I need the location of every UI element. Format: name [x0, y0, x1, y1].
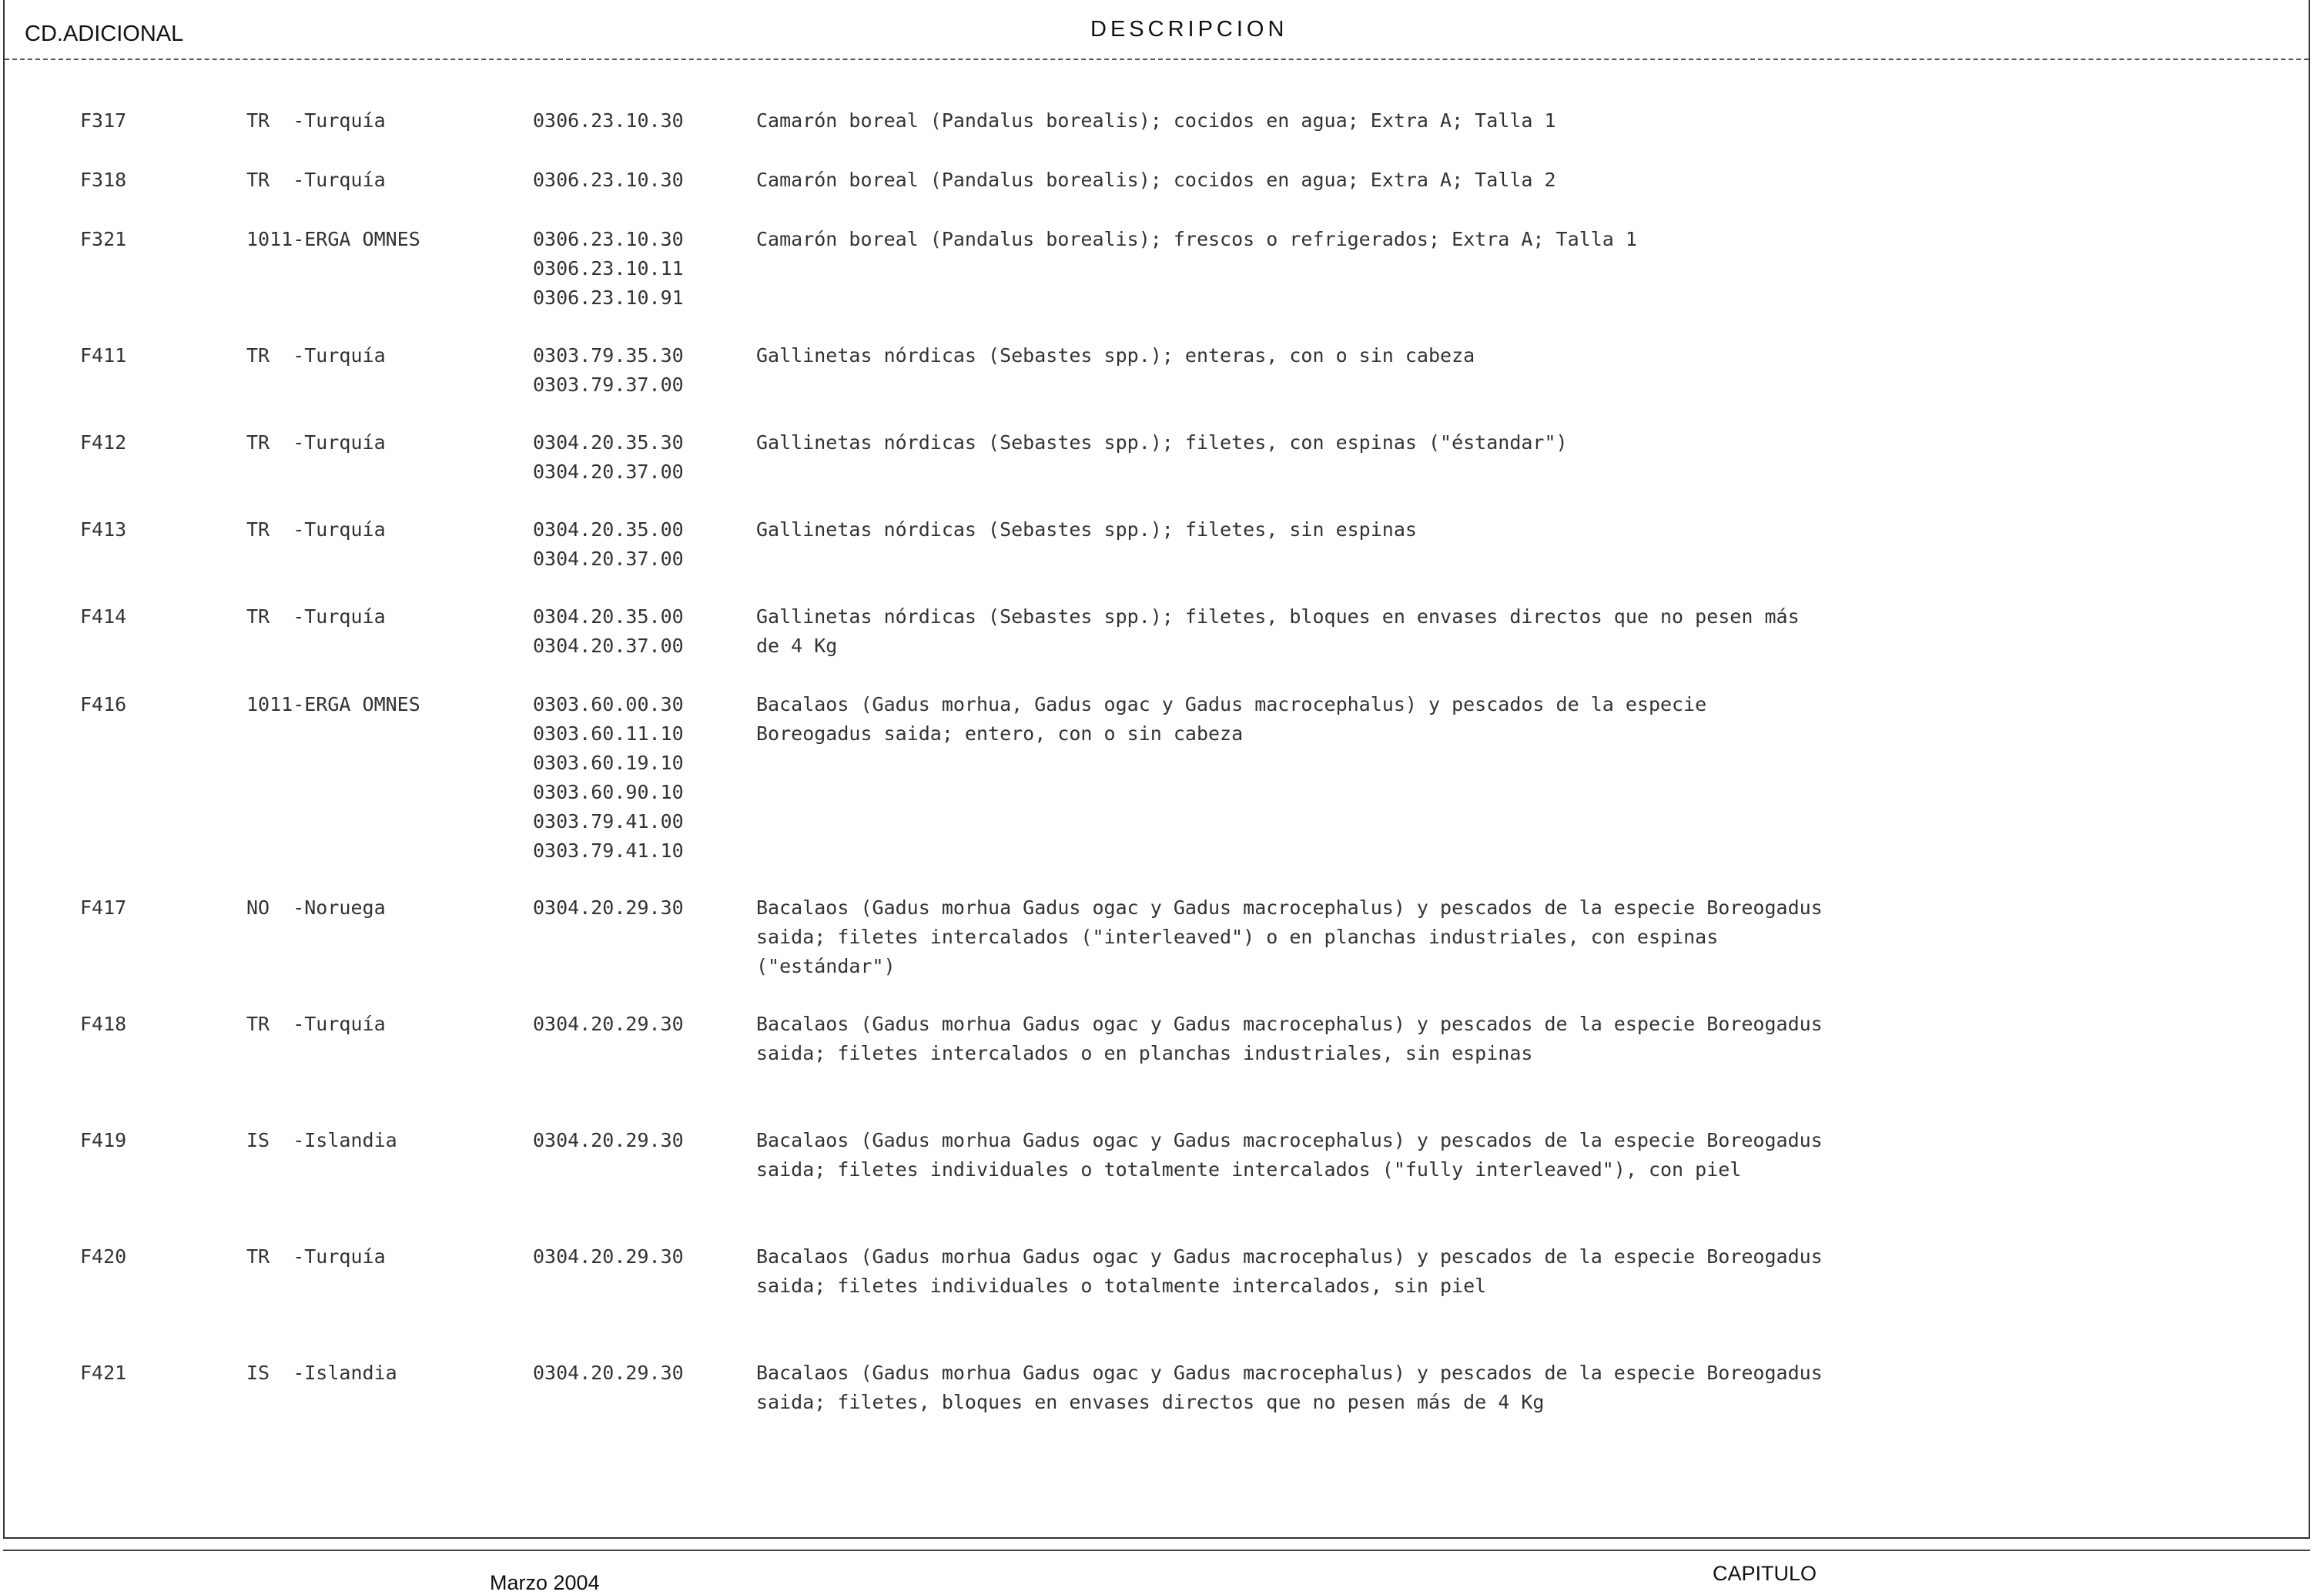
additional-code: F420	[80, 1245, 127, 1268]
tariff-code: 0304.20.29.30	[533, 1129, 684, 1151]
product-description: Bacalaos (Gadus morhua Gadus ogac y Gadus macrocephalus) y pescados de la especie Boreogadus saida; filetes intercalados ("interleaved") o en planchas industriales, con espinas ("estándar")	[756, 896, 1823, 977]
country-code: IS -Islandia	[246, 1362, 397, 1384]
tariff-code: 0306.23.10.91	[533, 286, 684, 309]
tariff-code-list	[533, 893, 684, 923]
tariff-code-list	[533, 341, 684, 400]
product-description: Bacalaos (Gadus morhua Gadus ogac y Gadus macrocephalus) y pescados de la especie Boreogadus saida; filetes individuales o totalmente intercalados ("fully interleaved"), con piel	[756, 1129, 1823, 1181]
tariff-code-list	[533, 690, 684, 866]
tariff-code: 0306.23.10.30	[533, 109, 684, 132]
column-header-code: CD.ADICIONAL	[25, 22, 184, 46]
country-code: TR -Turquía	[246, 605, 386, 628]
additional-code: F414	[80, 605, 127, 628]
tariff-code: 0303.60.90.10	[533, 781, 684, 803]
additional-code: F419	[80, 1129, 127, 1151]
product-description: Gallinetas nórdicas (Sebastes spp.); filetes, con espinas ("éstandar")	[756, 431, 1568, 454]
tariff-code: 0304.20.29.30	[533, 1362, 684, 1384]
tariff-code: 0304.20.35.30	[533, 431, 684, 454]
additional-code: F421	[80, 1362, 127, 1384]
tariff-code-list	[533, 428, 684, 487]
additional-code: F317	[80, 109, 127, 132]
tariff-code: 0303.79.41.00	[533, 810, 684, 833]
product-description: Camarón boreal (Pandalus borealis); frescos o refrigerados; Extra A; Talla 1	[756, 228, 1637, 250]
country-code: 1011-ERGA OMNES	[246, 693, 420, 715]
country-code: IS -Islandia	[246, 1129, 397, 1151]
product-description: Camarón boreal (Pandalus borealis); cocidos en agua; Extra A; Talla 1	[756, 109, 1556, 132]
tariff-code: 0304.20.37.00	[533, 461, 684, 483]
product-description: Gallinetas nórdicas (Sebastes spp.); enteras, con o sin cabeza	[756, 344, 1475, 367]
tariff-code: 0303.79.41.10	[533, 839, 684, 862]
additional-code: F418	[80, 1013, 127, 1035]
country-code: TR -Turquía	[246, 1245, 386, 1268]
tariff-code: 0303.60.11.10	[533, 722, 684, 745]
tariff-code-list	[533, 515, 684, 574]
country-code: NO -Noruega	[246, 896, 386, 919]
additional-code: F318	[80, 169, 127, 191]
additional-code: F416	[80, 693, 127, 715]
country-code: TR -Turquía	[246, 518, 386, 541]
tariff-code: 0306.23.10.30	[533, 169, 684, 191]
tariff-code-list	[533, 1010, 684, 1039]
additional-code: F411	[80, 344, 127, 367]
tariff-code: 0304.20.35.00	[533, 518, 684, 541]
tariff-code: 0304.20.37.00	[533, 635, 684, 657]
tariff-code: 0304.20.29.30	[533, 1013, 684, 1035]
footer-date: Marzo 2004	[490, 1571, 600, 1594]
product-description: Bacalaos (Gadus morhua, Gadus ogac y Gadus macrocephalus) y pescados de la especie Boreogadus saida; entero, con o sin cabeza	[756, 693, 1707, 745]
column-header-description: DESCRIPCION	[1090, 17, 1288, 42]
additional-code: F321	[80, 228, 127, 250]
tariff-code: 0304.20.29.30	[533, 896, 684, 919]
product-description: Bacalaos (Gadus morhua Gadus ogac y Gadus macrocephalus) y pescados de la especie Boreogadus saida; filetes individuales o totalmente intercalados, sin piel	[756, 1245, 1823, 1297]
country-code: TR -Turquía	[246, 1013, 386, 1035]
product-description: Camarón boreal (Pandalus borealis); cocidos en agua; Extra A; Talla 2	[756, 169, 1556, 191]
country-code: TR -Turquía	[246, 431, 386, 454]
product-description: Gallinetas nórdicas (Sebastes spp.); filetes, sin espinas	[756, 518, 1417, 541]
tariff-code: 0304.20.37.00	[533, 548, 684, 570]
additional-code: F412	[80, 431, 127, 454]
tariff-code: 0303.79.35.30	[533, 344, 684, 367]
tariff-code-list	[533, 1126, 684, 1155]
product-description: Bacalaos (Gadus morhua Gadus ogac y Gadus macrocephalus) y pescados de la especie Boreogadus saida; filetes intercalados o en planchas industriales, sin espinas	[756, 1013, 1823, 1064]
tariff-code: 0303.79.37.00	[533, 374, 684, 396]
tariff-code: 0306.23.10.30	[533, 228, 684, 250]
tariff-code: 0304.20.29.30	[533, 1245, 684, 1268]
footer-chapter: CAPITULO	[1713, 1562, 1817, 1585]
country-code: TR -Turquía	[246, 109, 386, 132]
tariff-code: 0304.20.35.00	[533, 605, 684, 628]
product-description: Bacalaos (Gadus morhua Gadus ogac y Gadus macrocephalus) y pescados de la especie Boreogadus saida; filetes, bloques en envases directos que no pesen más de 4 Kg	[756, 1362, 1823, 1413]
country-code: 1011-ERGA OMNES	[246, 228, 420, 250]
tariff-code-list	[533, 1359, 684, 1388]
country-code: TR -Turquía	[246, 344, 386, 367]
tariff-code-list	[533, 166, 684, 195]
header-divider	[5, 59, 2309, 60]
tariff-code-list	[533, 225, 684, 313]
additional-code: F417	[80, 896, 127, 919]
tariff-code: 0303.60.00.30	[533, 693, 684, 715]
additional-code: F413	[80, 518, 127, 541]
product-description: Gallinetas nórdicas (Sebastes spp.); filetes, bloques en envases directos que no pesen más de 4 Kg	[756, 605, 1800, 657]
tariff-code-list	[533, 106, 684, 136]
tariff-code: 0306.23.10.11	[533, 257, 684, 280]
footer-divider	[3, 1550, 2310, 1551]
country-code: TR -Turquía	[246, 169, 386, 191]
tariff-code-list	[533, 1242, 684, 1272]
tariff-code: 0303.60.19.10	[533, 752, 684, 774]
tariff-code-list	[533, 602, 684, 661]
